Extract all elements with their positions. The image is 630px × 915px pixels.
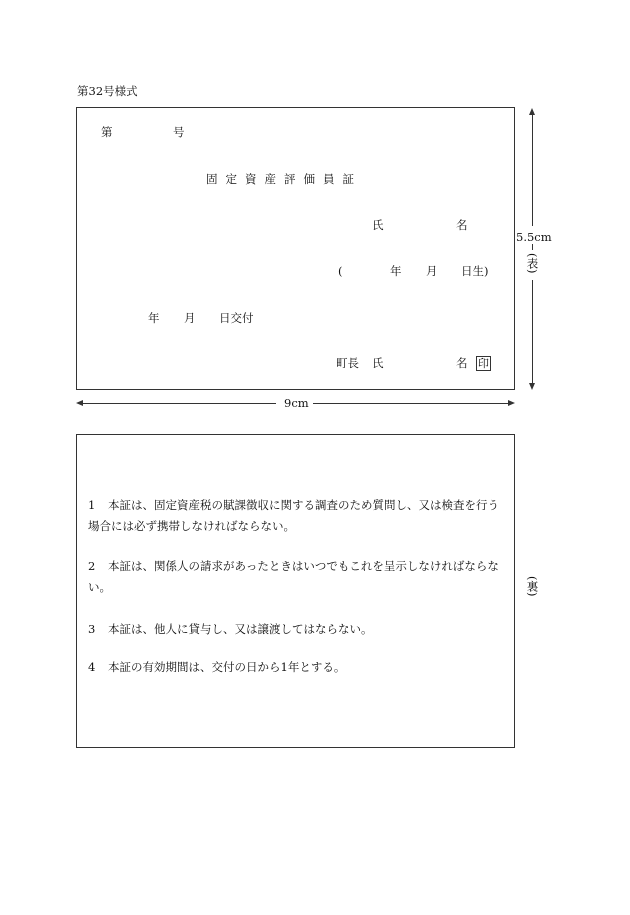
width-line-left: [82, 403, 276, 404]
rule-item: [88, 619, 508, 640]
height-line-upper: [532, 114, 533, 226]
birth-day: 日生): [461, 264, 489, 278]
issuer-name-label-1: 氏: [372, 356, 384, 370]
issuer-title: 町長: [336, 356, 359, 370]
issue-month: 月: [184, 311, 196, 325]
issuer-name-label-2: 名: [456, 356, 468, 370]
issue-year: 年: [148, 311, 160, 325]
height-label: 5.5cm: [516, 230, 552, 244]
birth-year: 年: [390, 264, 402, 278]
rule-text: 本証は、他人に貸与し、又は譲渡してはならない。: [108, 622, 373, 636]
front-side-label: (表): [525, 253, 540, 274]
back-side-label: (裏): [525, 576, 540, 597]
rule-text: 本証の有効期間は、交付の日から1年とする。: [108, 660, 346, 674]
height-line-lower: [532, 280, 533, 383]
issue-day: 日交付: [219, 311, 254, 325]
number-suffix: 号: [173, 125, 185, 139]
rule-number: 1: [88, 498, 96, 512]
holder-name-label-1: 氏: [372, 218, 384, 232]
rule-number: 3: [88, 622, 96, 636]
rule-text: 本証は、関係人の請求があったときはいつでもこれを呈示しなければならない。: [88, 559, 499, 594]
rule-text: 本証は、固定資産税の賦課徴収に関する調査のため質問し、又は検査を行う場合には必ず携帯しなければならない。: [88, 498, 499, 533]
height-line-mid: [532, 244, 533, 250]
front-card: [76, 107, 515, 390]
rule-item: [88, 556, 508, 598]
rule-item: [88, 657, 508, 678]
birth-open: (: [338, 264, 343, 278]
number-prefix: 第: [101, 125, 113, 139]
width-label: 9cm: [284, 396, 309, 410]
seal-box: [476, 356, 491, 371]
form-label: 第32号様式: [77, 84, 138, 98]
height-arrow-bottom-icon: [529, 383, 535, 390]
seal-mark: 印: [478, 357, 489, 370]
width-arrow-right-icon: [508, 400, 515, 406]
holder-name-label-2: 名: [456, 218, 468, 232]
rule-item: [88, 495, 508, 537]
birth-month: 月: [426, 264, 438, 278]
card-title: 固定資産評価員証: [206, 172, 362, 186]
rule-number: 2: [88, 559, 96, 573]
width-line-right: [313, 403, 509, 404]
rule-number: 4: [88, 660, 96, 674]
